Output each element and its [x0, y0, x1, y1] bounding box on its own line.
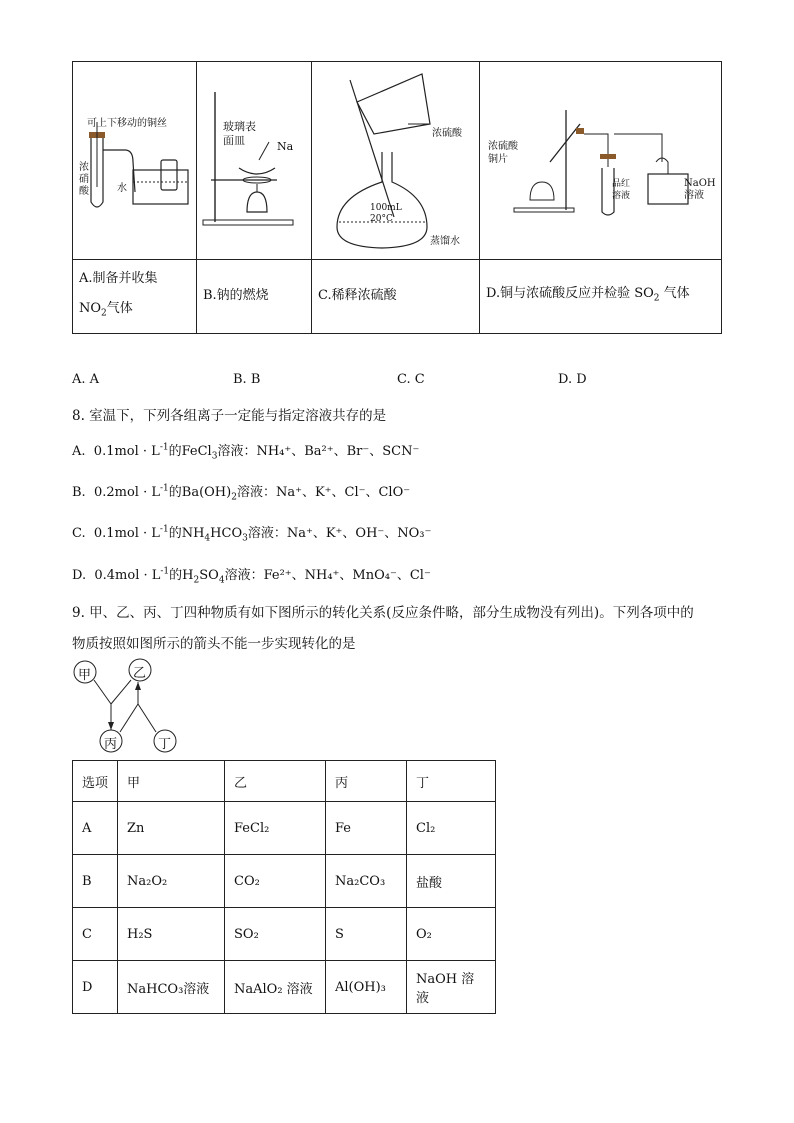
node-bing: 丙	[104, 737, 118, 752]
q8-stem: 8. 室温下，下列各组离子一定能与指定溶液共存的是	[72, 408, 387, 424]
table-row[interactable]	[73, 961, 496, 1014]
options-table	[72, 760, 496, 1014]
node-ding: 丁	[158, 737, 172, 752]
apparatus-a-figure	[73, 62, 197, 260]
caption-c: C.稀释浓硫酸	[312, 260, 480, 334]
table-header-row	[73, 761, 496, 802]
header-cell: 乙	[225, 761, 326, 802]
table-cell: C	[73, 908, 118, 961]
table-cell: FeCl₂	[225, 802, 326, 855]
label-acid-copper: 浓硫酸 铜片	[488, 141, 518, 165]
apparatus-b-figure	[197, 62, 312, 260]
q7-option-d[interactable]: D. D	[558, 372, 587, 387]
table-cell: SO₂	[225, 908, 326, 961]
label-naoh: NaOH 溶液	[684, 178, 716, 201]
table-cell: O₂	[407, 908, 496, 961]
table-cell: S	[326, 908, 407, 961]
table-cell: D	[73, 961, 118, 1014]
table-cell: Na₂O₂	[118, 855, 225, 908]
apparatus-a-drawing	[73, 62, 196, 259]
q8-option-d[interactable]: D. $0.4mol \cdot L^{-1}$的$H_2SO_4$溶液：Fe²⁺、NH₄⁺、MnO₄⁻、Cl⁻	[72, 566, 431, 586]
apparatus-table	[72, 61, 722, 334]
label-distilled-water: 蒸馏水	[430, 236, 460, 247]
label-water: 水	[117, 183, 127, 194]
caption-a: A.制备并收集 $NO_2$气体	[73, 260, 197, 334]
table-cell: NaOH 溶液	[407, 961, 496, 1014]
table-cell: NaHCO₃溶液	[118, 961, 225, 1014]
apparatus-c-drawing	[312, 62, 479, 259]
header-cell: 丁	[407, 761, 496, 802]
q8-option-c[interactable]: C. $0.1mol \cdot L^{-1}$的$NH_4HCO_3$溶液：Na⁺、K⁺、OH⁻、NO₃⁻	[72, 524, 432, 544]
table-cell: Al(OH)₃	[326, 961, 407, 1014]
table-row[interactable]	[73, 855, 496, 908]
q9-stem-line2: 物质按照如图所示的箭头不能一步实现转化的是	[72, 636, 356, 652]
q7-option-a[interactable]: A. A	[72, 372, 100, 387]
apparatus-d-figure	[480, 62, 722, 260]
node-yi: 乙	[133, 666, 147, 681]
label-acid: 浓 硝 酸	[79, 162, 89, 197]
q7-option-b[interactable]: B. B	[233, 372, 261, 387]
q8-option-a[interactable]: A. $0.1mol \cdot L^{-1}$的FeCl$_3$溶液：NH₄⁺、Ba²⁺、Br⁻、SCN⁻	[72, 442, 420, 462]
q7-option-c[interactable]: C. C	[397, 372, 425, 387]
label-wire: 可上下移动的铜丝	[87, 118, 167, 129]
caption-b: B.钠的燃烧	[197, 260, 312, 334]
table-cell: Cl₂	[407, 802, 496, 855]
table-cell: B	[73, 855, 118, 908]
q8-option-b[interactable]: B. $0.2mol \cdot L^{-1}$的$Ba(OH)_2$溶液：Na⁺、K⁺、Cl⁻、ClO⁻	[72, 483, 411, 503]
table-cell: Fe	[326, 802, 407, 855]
header-cell: 选项	[73, 761, 118, 802]
label-pink-dye: 品红 溶液	[612, 179, 631, 201]
label-conc-acid: 浓硫酸	[432, 128, 462, 139]
apparatus-b-drawing	[197, 62, 311, 259]
label-na: Na	[277, 140, 294, 153]
table-cell: Zn	[118, 802, 225, 855]
apparatus-c-figure	[312, 62, 480, 260]
header-cell: 丙	[326, 761, 407, 802]
node-jia: 甲	[78, 668, 92, 683]
header-cell: 甲	[118, 761, 225, 802]
table-cell: Na₂CO₃	[326, 855, 407, 908]
table-cell: H₂S	[118, 908, 225, 961]
table-row[interactable]	[73, 802, 496, 855]
table-cell: A	[73, 802, 118, 855]
table-cell: 盐酸	[407, 855, 496, 908]
table-cell: CO₂	[225, 855, 326, 908]
label-dish: 玻璃表 面皿	[223, 120, 256, 147]
table-row[interactable]	[73, 908, 496, 961]
label-flask: 100mL 20°C	[370, 203, 402, 224]
caption-d: D.铜与浓硫酸反应并检验 $SO_2$ 气体	[480, 260, 722, 334]
q9-stem-line1: 9. 甲、乙、丙、丁四种物质有如下图所示的转化关系(反应条件略，部分生成物没有列出)。下列各项中的	[72, 605, 694, 621]
table-cell: NaAlO₂ 溶液	[225, 961, 326, 1014]
